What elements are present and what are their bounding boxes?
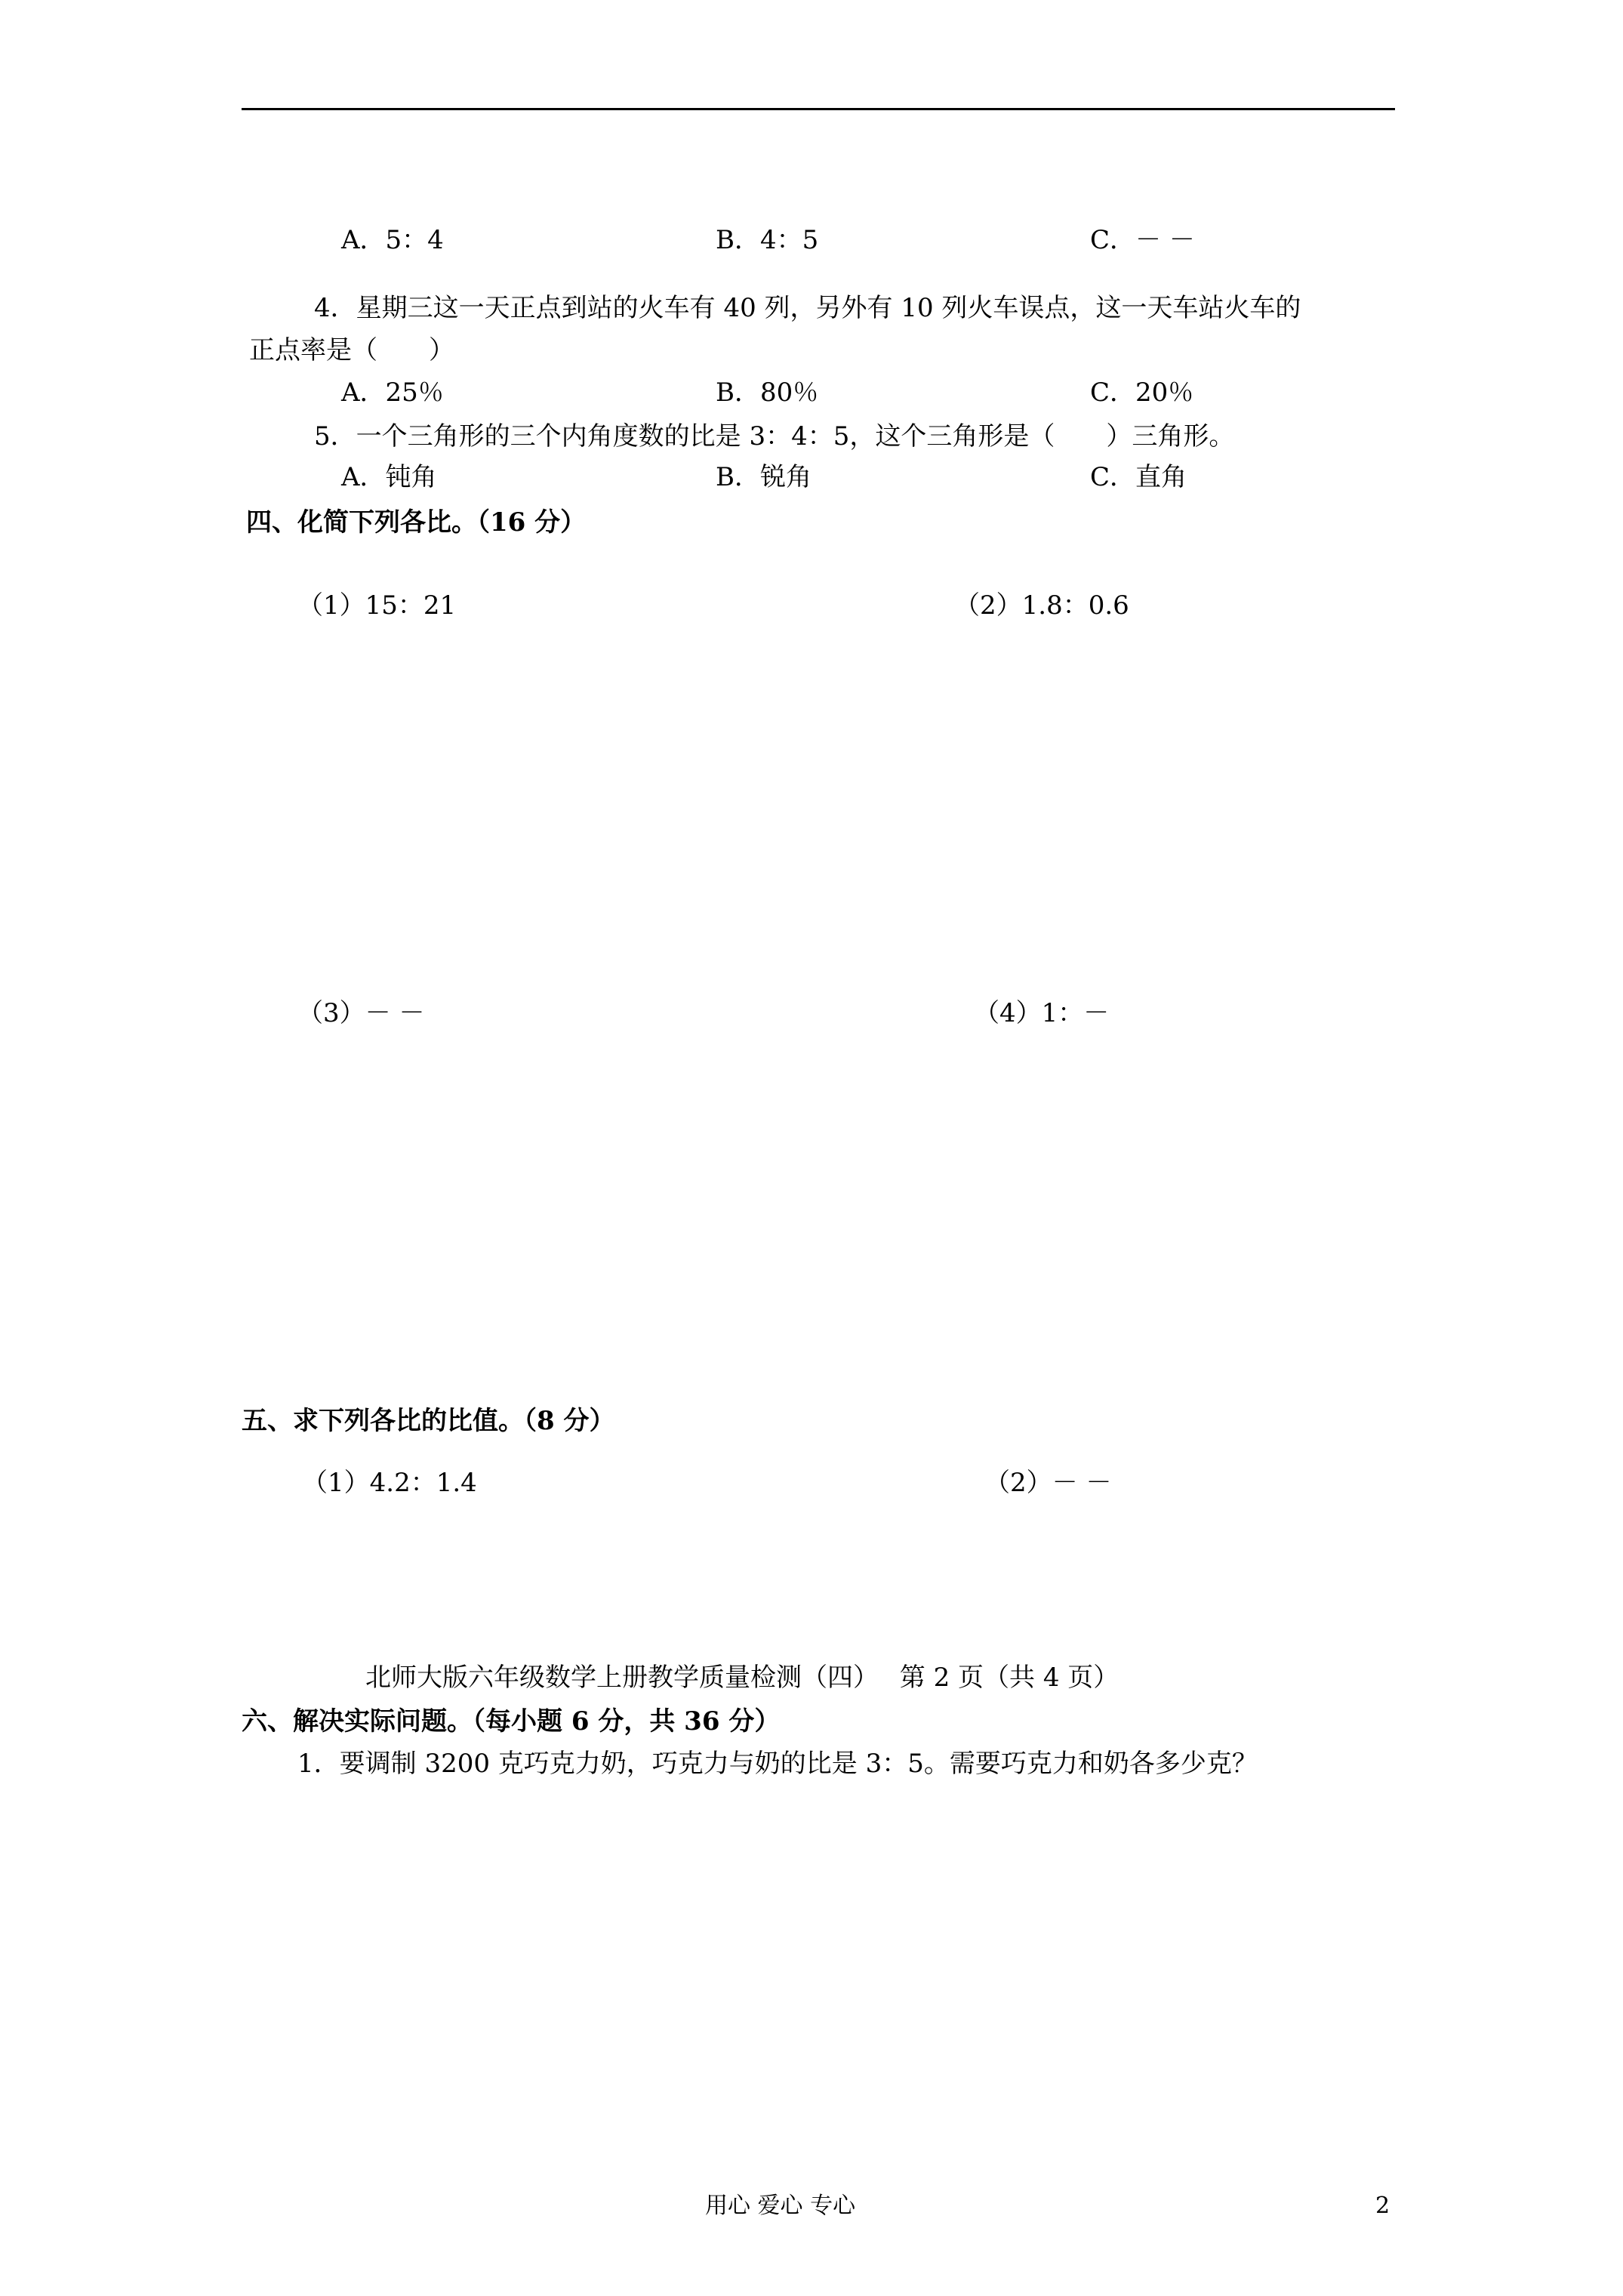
page-number: 2 [1375,2193,1390,2219]
section5-item-1: （1）4.2：1.4 [302,1468,477,1498]
q4-text-line1: 4．星期三这一天正点到站的火车有 40 列，另外有 10 列火车误点，这一天车站火车的 [314,293,1301,323]
section6-heading: 六、解决实际问题。（每小题 6 分，共 36 分） [242,1706,781,1737]
section5-item-2: （2）－ － [984,1468,1112,1498]
q3-option-c: C．－ － [1090,225,1195,255]
section4-item-2: （2）1.8：0.6 [954,590,1129,621]
section4-item-4: （4）1：－ [974,998,1110,1028]
q3-option-b: B．4：5 [716,225,819,255]
header-rule [242,108,1395,110]
q4-option-a: A．25％ [341,378,444,408]
section4-item-3: （3）－ － [297,998,425,1028]
q5-option-c: C．直角 [1090,462,1187,492]
q4-option-b: B．80％ [716,378,819,408]
section5-heading: 五、求下列各比的比值。（8 分） [242,1406,615,1436]
footer-slogan: 用心 爱心 专心 [705,2193,856,2219]
section6-question-1: 1．要调制 3200 克巧克力奶，巧克力与奶的比是 3：5。需要巧克力和奶各多少克？ [297,1749,1258,1779]
section4-heading: 四、化简下列各比。（16 分） [246,507,587,538]
page-footer-title: 北师大版六年级数学上册教学质量检测（四） 第 2 页（共 4 页） [365,1663,1119,1693]
q4-option-c: C．20％ [1090,378,1194,408]
q4-text-line2: 正点率是（ ） [249,335,454,365]
q3-option-a: A．5：4 [341,225,444,255]
section4-item-1: （1）15：21 [297,590,457,621]
q5-text: 5．一个三角形的三个内角度数的比是 3：4：5，这个三角形是（ ）三角形。 [314,421,1235,451]
q5-option-b: B．锐角 [716,462,812,492]
q5-option-a: A．钝角 [341,462,437,492]
